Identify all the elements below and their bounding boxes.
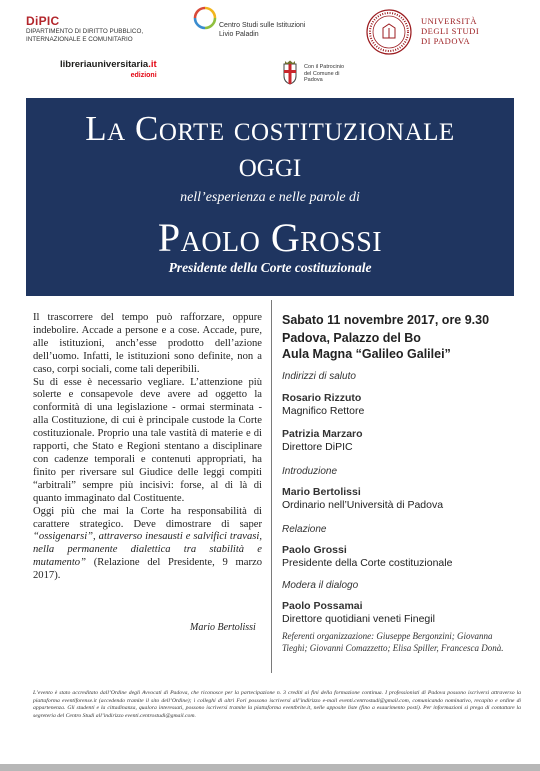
program-section-greetings bbox=[282, 371, 522, 454]
intro-paragraph-3 bbox=[33, 506, 262, 583]
program-section-introduction bbox=[282, 466, 522, 512]
speaker-name: Paolo Grossi bbox=[282, 544, 347, 556]
banner-title-line1: La Corte costituzionale bbox=[85, 109, 455, 148]
accreditation-footer: L’evento è stato accreditato dall’Ordine degli Avvocati di Padova, che riconosce per la partecipazione n. 3 crediti ai fini della formazione continua. I professionisti di Padova possono iscriversi attraverso la piattaforma eventiforense.it (accedendo tramite il sito dell’Ordine); i colleghi di altri Fori possono iscriversi all’indirizzo e-mail eventi.centrostudi@gmail.com, comunicando nominativo, recapito e ordine di appartenenza. Gli studenti e la cittadinanza, qualora interessati, possono iscriversi tramite la piattaforma eventbrite.it, nelle apposite liste (fino a esaurimento posti). Per informazioni si prega di contattare la segreteria del Centro Studi all’indirizzo eventi.centrostudi@gmail.com. bbox=[33, 690, 521, 719]
bottom-bar bbox=[0, 764, 540, 771]
csi-line1: Centro Studi sulle Istituzioni bbox=[219, 22, 306, 29]
dipic-mark: DiPIC bbox=[26, 14, 60, 28]
libreria-sub: edizioni bbox=[130, 72, 157, 79]
section-label: Relazione bbox=[282, 524, 327, 535]
intro-p3-end: (Relazione del Presidente, 9 marzo 2017). bbox=[33, 557, 262, 582]
banner-subtitle: nell’esperienza e nelle parole di bbox=[180, 190, 360, 205]
csi-line2: Livio Paladin bbox=[219, 31, 259, 38]
unipd-line2: DEGLI STUDI bbox=[421, 26, 480, 36]
section-label: Indirizzi di saluto bbox=[282, 371, 356, 382]
title-banner bbox=[26, 98, 514, 296]
dipic-line1: DIPARTIMENTO DI DIRITTO PUBBLICO, bbox=[26, 28, 144, 35]
speaker-role: Presidente della Corte costituzionale bbox=[282, 557, 453, 569]
libreria-tld: .it bbox=[148, 59, 157, 70]
comune-line1: Con il Patrocinio bbox=[304, 64, 345, 70]
intro-paragraph-2: Su di esse è necessario vegliare. L’attenzione più solerte e consapevole deve avere ad oggetto la conformità di una legislazione - ormai sterminata - alla Costituzione, di cui è principale custode la Corte costituzionale. Proprio una tale vastità di materie e di rapporti, che Stato e Regioni stentano a disciplinare con cadenze temporali e contenuti appropriati, ha finito per riversare sul Giudice delle leggi compiti “arbitrali” sempre più incisivi: forse, al di là di quanto immaginato dal Costituente. bbox=[33, 376, 262, 504]
dipic-line2: INTERNAZIONALE E COMUNITARIO bbox=[26, 36, 133, 43]
section-label: Modera il dialogo bbox=[282, 580, 359, 591]
program-section-moderator bbox=[282, 580, 522, 626]
intro-author: Mario Bertolissi bbox=[190, 622, 256, 633]
intro-text bbox=[33, 312, 262, 583]
dipic-logo bbox=[26, 14, 176, 44]
event-date: Sabato 11 novembre 2017, ore 9.30 bbox=[282, 313, 490, 327]
column-divider bbox=[271, 300, 272, 673]
banner-title-line2: oggi bbox=[238, 145, 302, 184]
program-section-relazione bbox=[282, 524, 522, 570]
program bbox=[282, 312, 522, 626]
intro-p3-text: Oggi più che mai la Corte ha responsabilità di carattere strategico. Deve dimostrare di saper bbox=[33, 505, 262, 530]
organizers-note: Referenti organizzazione: Giuseppe Bergonzini; Giovanna Tieghi; Giovanni Comazzetto; Elisa Spiller, Francesca Donà. bbox=[282, 631, 504, 653]
speaker-name: Mario Bertolissi bbox=[282, 486, 361, 498]
speaker-name: Patrizia Marzaro bbox=[282, 428, 363, 440]
comune-line2: del Comune di bbox=[304, 70, 340, 77]
intro-p3-quote: “ossigenarsi”, attraverso inesausti e salvifici travasi, nella permanente dialettica tra stabilità e mutamento” bbox=[33, 531, 262, 569]
event-place-line2: Aula Magna “Galileo Galilei” bbox=[282, 347, 451, 361]
speaker-name: Rosario Rizzuto bbox=[282, 392, 362, 404]
logo-bar bbox=[0, 0, 540, 100]
libreria-logo bbox=[60, 60, 157, 81]
libreria-name: libreriauniversitaria bbox=[60, 59, 149, 70]
intro-paragraph-1: Il trascorrere del tempo può rafforzare, oppure indebolire. Accade a persone e a cose. Accade, pure, alle istituzioni, anch’esse prodotto dell’azione dell’uomo. Infatti, le istituzioni sono definite, non a caso, corpi sociali, come tali deperibili. bbox=[33, 312, 262, 375]
csi-ring-icon bbox=[193, 6, 217, 30]
banner-speaker-name: Paolo Grossi bbox=[157, 215, 383, 260]
speaker-name: Paolo Possamai bbox=[282, 600, 363, 612]
speaker-role: Direttore quotidiani veneti Finegil bbox=[282, 613, 435, 625]
unipd-line3: DI PADOVA bbox=[421, 36, 471, 46]
banner-speaker-role: Presidente della Corte costituzionale bbox=[168, 260, 372, 275]
event-place-line1: Padova, Palazzo del Bo bbox=[282, 331, 421, 345]
university-seal-icon bbox=[365, 8, 413, 56]
section-label: Introduzione bbox=[282, 466, 338, 477]
comune-crest-icon bbox=[280, 60, 300, 86]
comune-line3: Padova bbox=[304, 77, 323, 83]
speaker-role: Magnifico Rettore bbox=[282, 405, 365, 417]
unipd-line1: UNIVERSITÀ bbox=[421, 16, 477, 26]
speaker-role: Direttore DiPIC bbox=[282, 441, 353, 453]
speaker-role: Ordinario nell’Università di Padova bbox=[282, 499, 444, 511]
